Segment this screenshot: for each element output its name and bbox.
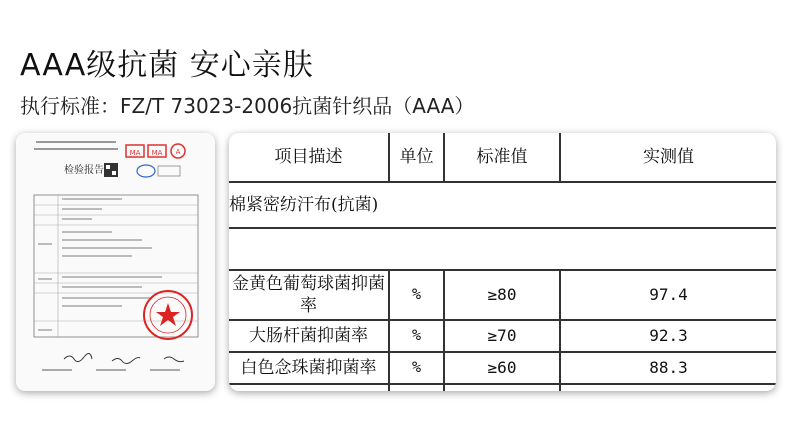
section-title: 棉紧密纺汗布(抗菌)	[229, 194, 379, 215]
cma-logo	[126, 145, 144, 157]
grid-line	[229, 351, 776, 353]
row-unit: %	[411, 358, 422, 377]
grid-line	[229, 319, 776, 321]
report-heading: 检验报告	[64, 165, 104, 176]
row-name: 大肠杆菌抑菌率	[249, 325, 368, 346]
grid-line	[388, 269, 390, 391]
cal-logo	[171, 144, 185, 158]
grid-line	[229, 181, 776, 183]
row-name: 金黄色葡萄球菌抑菌率	[232, 273, 385, 316]
row-unit: %	[411, 326, 422, 345]
header-standard: 标准值	[476, 146, 528, 167]
header-measured: 实测值	[643, 146, 694, 167]
red-seal-stamp	[144, 291, 192, 339]
grid-line	[229, 227, 776, 229]
row-standard: ≥60	[487, 357, 517, 377]
grid-line	[443, 133, 445, 181]
inspection-report-image	[16, 133, 215, 391]
header-unit: 单位	[399, 146, 434, 167]
grid-line	[229, 269, 776, 271]
row-standard: ≥80	[487, 284, 517, 304]
qr-code	[104, 163, 118, 177]
header-item: 项目描述	[274, 146, 343, 167]
page-title: AAA级抗菌 安心亲肤	[20, 48, 314, 83]
row-unit: %	[411, 285, 422, 304]
grid-line	[388, 133, 390, 181]
signatures	[64, 353, 184, 363]
grid-line	[229, 383, 776, 385]
test-results-table	[229, 133, 776, 391]
row-standard: ≥70	[487, 325, 517, 345]
row-measured: 88.3	[649, 357, 688, 377]
row-measured: 97.4	[649, 284, 688, 304]
standard-subtitle: 执行标准：FZ/T 73023-2006抗菌针织品（AAA）	[20, 94, 475, 118]
grid-line	[559, 269, 561, 391]
svg-text:MA: MA	[129, 149, 141, 157]
grid-line	[559, 133, 561, 181]
row-measured: 92.3	[649, 325, 688, 345]
svg-text:MA: MA	[151, 149, 163, 157]
svg-text:A: A	[175, 148, 181, 156]
row-name: 白色念珠菌抑菌率	[240, 357, 377, 378]
cma-logo-2	[148, 145, 166, 157]
grid-line	[443, 269, 445, 391]
cnas-logo	[137, 165, 180, 177]
